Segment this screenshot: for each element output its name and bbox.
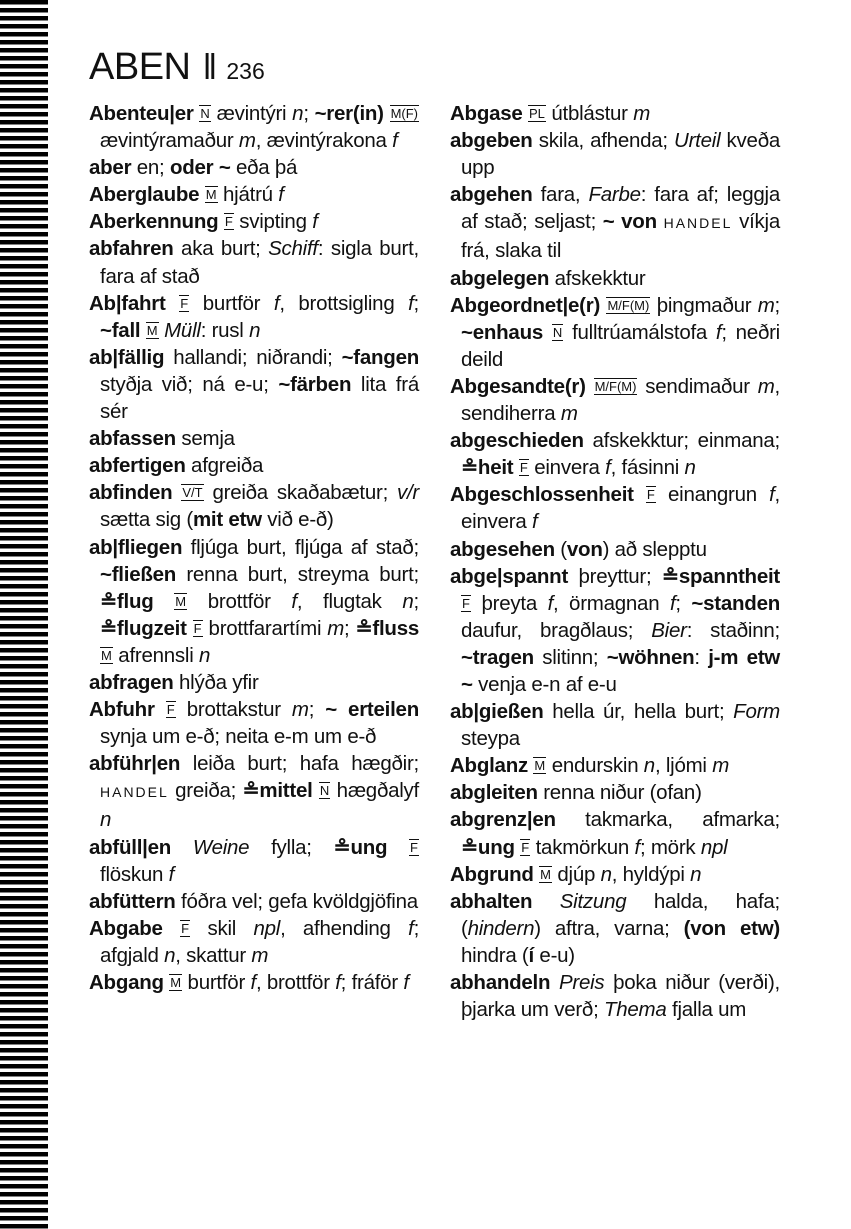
entry-text: hella úr, hella burt; [543, 700, 734, 724]
headword: ab|gießen [450, 700, 544, 724]
headword: ≗spanntheit [661, 564, 780, 588]
headword: ≗ung [461, 835, 515, 859]
entry-text: synja um e-ð; neita e-m um e-ð [100, 725, 377, 749]
dictionary-entry [89, 969, 419, 996]
grammar-label: m [560, 402, 578, 426]
headword: (r) [579, 293, 601, 317]
entry-text: venja e-n af e-u [472, 672, 617, 696]
entry-text: ; [413, 291, 419, 315]
headword: abhalten [450, 889, 533, 913]
gender-tag: M/F(M) [607, 297, 650, 313]
grammar-label: Urteil [674, 129, 721, 153]
entry-text: ; [344, 616, 356, 640]
gender-tag: F [180, 295, 189, 311]
entry-text: sendimaður [637, 374, 758, 398]
grammar-label: npl [253, 916, 281, 940]
entry-text: , ljómi [654, 754, 713, 778]
headword: oder ~ [169, 156, 231, 180]
grammar-label: n [600, 862, 612, 886]
header-separator: ‖ [202, 46, 215, 87]
headword: abgeben [450, 129, 533, 153]
headword: abgeschieden [450, 429, 584, 453]
grammar-label: f [408, 916, 414, 940]
entry-text: þreyta [470, 591, 548, 615]
gender-tag: M [170, 975, 182, 990]
entry-text: svipting [233, 210, 313, 234]
headword: abhandeln [450, 971, 551, 994]
gender-tag: M [540, 866, 551, 882]
entry-text: útblástur [545, 102, 634, 125]
entry-text: daufur, bragðlaus; [461, 618, 652, 642]
entry-text: , sendiherra [461, 374, 780, 426]
dictionary-entry [89, 696, 419, 750]
headword: abfragen [89, 670, 174, 694]
entry-text [543, 321, 552, 344]
left-column [89, 100, 419, 996]
grammar-label: f [634, 835, 640, 859]
entry-text: burtför [182, 971, 251, 994]
grammar-label: f [291, 589, 297, 613]
page-header [89, 46, 265, 89]
entry-text: ; afgjald [100, 916, 420, 967]
headword: ~wöhnen [606, 645, 695, 669]
dictionary-entry [89, 154, 419, 181]
entry-text: greiða; [168, 779, 243, 803]
headword: ~ von [602, 210, 657, 234]
headword: Aberglaube [89, 183, 200, 207]
entry-text: , einvera [461, 483, 780, 534]
headword: Abgeordnet|e [450, 293, 580, 317]
entry-text [154, 590, 175, 613]
entry-text: brottför [187, 589, 292, 613]
gender-tag: F [193, 620, 202, 636]
grammar-label: m [757, 293, 775, 317]
gender-tag: N [319, 783, 330, 799]
headword: Abgabe [89, 916, 163, 940]
entry-text: afrennsli [112, 643, 199, 667]
entry-text: djúp [551, 862, 601, 886]
gender-tag: M(F) [390, 106, 418, 121]
dictionary-entry [450, 127, 780, 181]
headword: abge|spannt [450, 564, 569, 588]
headword: abfinden [89, 481, 173, 505]
grammar-label: n [100, 808, 112, 832]
headword: ≗fluss [355, 616, 419, 640]
grammar-label: n [690, 862, 702, 886]
dictionary-entry [450, 888, 780, 969]
dictionary-entry [89, 915, 419, 969]
entry-text: brottfarartími [202, 616, 328, 640]
entry-text: ævintýri [210, 102, 293, 125]
headword: ~fangen [341, 345, 419, 369]
entry-text: brottakstur [175, 698, 292, 722]
entry-text: , fásinni [610, 456, 685, 480]
grammar-label: f [605, 456, 611, 480]
entry-text: kveða upp [461, 129, 781, 180]
entry-text: , ævintýrakona [255, 129, 393, 153]
entry-text: afskekktur [549, 266, 646, 290]
grammar-label: f [250, 971, 256, 994]
dictionary-entry [89, 888, 419, 915]
grammar-label: n [643, 754, 655, 778]
dictionary-entry [89, 235, 419, 289]
entry-text: : rusl [200, 318, 250, 342]
entry-text [387, 836, 409, 859]
grammar-label: m [291, 698, 309, 722]
entry-text: hjátrú [217, 183, 279, 207]
entry-text: leiða burt; hafa hægðir; [180, 752, 419, 776]
headword: abführ|en [89, 752, 181, 776]
headword: ~tragen [461, 645, 534, 669]
dictionary-entry [450, 536, 780, 563]
headword: Abgesandte [450, 374, 565, 398]
headword: abfüll|en [89, 835, 172, 859]
dictionary-entry [89, 100, 419, 154]
entry-text: , brottför [255, 971, 336, 994]
entry-text: endurskin [546, 754, 644, 778]
grammar-label: f [278, 183, 284, 207]
headword: ≗mittel [242, 779, 313, 803]
entry-text [155, 698, 166, 721]
entry-text: þingmaður [650, 293, 758, 317]
dictionary-entry [450, 292, 780, 373]
thumb-index-stripe [0, 0, 48, 1229]
grammar-label: m [251, 943, 269, 967]
gender-tag: F [462, 595, 470, 611]
headword: ≗flugzeit [100, 616, 187, 640]
entry-text [532, 890, 559, 913]
grammar-label: Preis [558, 971, 605, 994]
headword: ~fließen [100, 562, 177, 586]
gender-tag: V/T [182, 485, 203, 501]
entry-text [166, 292, 180, 315]
grammar-label: Form [733, 700, 780, 724]
grammar-label: hindern [467, 916, 535, 940]
entry-text: við e-ð) [261, 508, 334, 532]
grammar-label: Müll [164, 318, 201, 342]
entry-text: afskekktur; einmana; [583, 429, 780, 453]
grammar-label: f [769, 483, 775, 507]
entry-text: flöskun [100, 862, 169, 886]
headword: abgehen [450, 183, 533, 207]
dictionary-entry [450, 752, 780, 779]
dictionary-entry [450, 698, 780, 752]
entry-text [657, 210, 664, 233]
headword: Abgase [450, 102, 523, 125]
grammar-label: f [408, 291, 414, 315]
dictionary-entry [450, 806, 780, 860]
grammar-label: m [327, 616, 345, 640]
entry-text: takmarka, afmarka; [555, 808, 780, 832]
headword: abgelegen [450, 266, 550, 290]
grammar-label: f [312, 210, 318, 234]
grammar-label: f [392, 129, 398, 153]
entry-text: ( [554, 537, 567, 561]
gender-tag: M/F(M) [594, 378, 637, 394]
gender-tag: N [200, 106, 210, 121]
grammar-label: f [547, 591, 554, 615]
gender-tag: F [519, 460, 528, 476]
entry-text: sætta sig ( [100, 508, 193, 532]
dictionary-entry [89, 669, 419, 696]
entry-text: , flugtak [296, 589, 403, 613]
entry-text: , skattur [175, 943, 252, 967]
entry-text: ; neðri deild [461, 320, 780, 371]
entry-text: fara, [532, 183, 589, 207]
entry-text: ; [303, 102, 315, 125]
entry-text: ) aftra, varna; [534, 916, 684, 940]
grammar-label: Weine [192, 835, 250, 859]
grammar-label: n [292, 102, 304, 125]
grammar-label: f [669, 591, 676, 615]
grammar-label: f [273, 291, 280, 315]
gender-tag: M [205, 187, 217, 203]
entry-text: ; [308, 698, 326, 722]
entry-text: renna niður (ofan) [537, 781, 702, 805]
entry-text: hindra ( [461, 943, 529, 967]
grammar-label: npl [700, 835, 728, 859]
grammar-label: n [164, 943, 176, 967]
dictionary-entry [89, 290, 419, 344]
dictionary-entry [450, 427, 780, 481]
entry-text: ; [675, 591, 692, 615]
entry-text: víkja frá, slaka til [461, 210, 780, 263]
entry-text [171, 836, 193, 859]
gender-tag: F [521, 839, 530, 855]
domain-label: HANDEL [100, 784, 169, 801]
entry-text: fjalla um [666, 998, 747, 1022]
entry-text: hallandi; niðrandi; [164, 345, 342, 369]
entry-text: skila, afhenda; [532, 129, 675, 153]
headword: (von etw) [683, 916, 781, 940]
grammar-label: f [403, 971, 409, 994]
entry-text: burtför [189, 291, 274, 315]
entry-text: steypa [461, 727, 520, 751]
headword: abgesehen [450, 537, 555, 561]
headword: j-m etw ~ [461, 645, 780, 696]
entry-text: ; [413, 589, 419, 613]
running-headword: ABEN [89, 46, 191, 88]
grammar-label: f [715, 320, 722, 344]
dictionary-entry [89, 344, 419, 425]
dictionary-entry [450, 373, 780, 427]
headword: ~fall [100, 318, 141, 342]
entry-text: , hyldýpi [611, 862, 691, 886]
headword: ≗heit [461, 456, 514, 480]
headword: abfüttern [89, 889, 176, 913]
dictionary-entry [89, 479, 419, 533]
grammar-label: n [249, 318, 261, 342]
dictionary-entry [450, 181, 780, 264]
dictionary-entry [89, 750, 419, 833]
gender-tag: F [166, 702, 175, 718]
headword: ~rer(in) [314, 102, 384, 125]
grammar-label: f [335, 971, 341, 994]
dictionary-entry [89, 425, 419, 452]
dictionary-entry [450, 969, 780, 1023]
grammar-label: n [198, 643, 211, 667]
dictionary-entry [450, 481, 780, 535]
grammar-label: m [712, 754, 730, 778]
entry-text: : [694, 645, 709, 669]
gender-tag: M [175, 593, 187, 609]
entry-text [634, 483, 646, 506]
dictionary-entry [89, 452, 419, 479]
grammar-label: Bier [651, 618, 687, 642]
dictionary-entry [450, 100, 780, 127]
entry-text: hægðalyf [330, 779, 420, 803]
headword: abfassen [89, 427, 176, 451]
entry-text: , afhending [280, 916, 409, 940]
entry-text: skil [190, 916, 254, 940]
entry-text: lita frá sér [100, 372, 419, 424]
headword: ~ erteilen [325, 698, 419, 722]
domain-label: HANDEL [663, 215, 733, 232]
dictionary-entry [89, 834, 419, 888]
grammar-label: n [402, 589, 414, 613]
headword: von [566, 537, 603, 561]
grammar-label: n [684, 456, 696, 480]
entry-text: einangrun [655, 483, 770, 507]
dictionary-entry [89, 208, 419, 235]
grammar-label: m [633, 102, 651, 125]
headword: abgleiten [450, 781, 538, 805]
entry-text: þreyttur; [568, 564, 662, 588]
entry-text: takmörkun [530, 835, 635, 859]
entry-text: ; [774, 293, 780, 317]
grammar-label: v/r [396, 481, 419, 505]
headword: aber [89, 156, 132, 180]
entry-text: fljúga burt, fljúga af stað; [182, 535, 419, 559]
gender-tag: N [552, 324, 563, 340]
headword: mit etw [192, 508, 262, 532]
entry-text: : sigla burt, fara af stað [100, 237, 419, 288]
entry-text [550, 971, 559, 994]
headword: ≗flug [100, 589, 154, 613]
entry-text: : staðinn; [686, 618, 780, 642]
headword: ab|fliegen [89, 535, 183, 559]
entry-text: , brottsigling [279, 291, 409, 315]
entry-text: eða þá [230, 156, 298, 180]
entry-text: , örmagnan [553, 591, 670, 615]
grammar-label: m [757, 374, 775, 398]
headword: ≗ung [333, 835, 388, 859]
grammar-label: Schiff [268, 237, 318, 261]
gender-tag: M [101, 647, 112, 663]
entry-text: fylla; [249, 835, 334, 859]
grammar-label: f [168, 862, 175, 886]
gender-tag: F [181, 920, 190, 936]
entry-text: ; mörk [639, 835, 701, 859]
dictionary-entry [89, 534, 419, 669]
headword: ~standen [691, 591, 780, 615]
grammar-label: Farbe [588, 183, 641, 207]
right-column [450, 100, 780, 1023]
entry-text: styðja við; ná e-u; [100, 372, 279, 396]
headword: Abgang [89, 971, 164, 994]
headword: ~färben [278, 372, 352, 396]
entry-text: renna burt, streyma burt; [176, 562, 419, 586]
headword: ~enhaus [461, 320, 543, 344]
entry-text: slitinn; [533, 645, 607, 669]
entry-text [586, 375, 594, 398]
entry-text: ; fráför [340, 971, 404, 994]
entry-text [172, 481, 181, 504]
headword: abfertigen [89, 454, 186, 478]
dictionary-entry [450, 779, 780, 806]
entry-text [163, 917, 180, 940]
dictionary-entry [450, 265, 780, 292]
grammar-label: m [238, 129, 256, 153]
gender-tag: M [146, 322, 158, 338]
grammar-label: Thema [603, 998, 667, 1022]
entry-text: fulltrúamálstofa [563, 320, 716, 344]
grammar-label: f [531, 510, 538, 534]
headword: abfahren [89, 237, 174, 261]
entry-text: einvera [528, 456, 606, 480]
gender-tag: PL [529, 106, 545, 121]
dictionary-entry [450, 861, 780, 888]
headword: Abfuhr [89, 698, 155, 722]
headword: Aberkennung [89, 210, 219, 234]
entry-text: ) að slepptu [602, 537, 707, 561]
headword: (r) [564, 374, 586, 398]
headword: í [528, 943, 534, 967]
entry-text: : fara af; leggja af stað; seljast; [461, 183, 780, 234]
entry-text: e-u) [533, 943, 575, 967]
gender-tag: F [410, 839, 418, 855]
grammar-label: Sitzung [559, 889, 627, 913]
gender-tag: F [646, 487, 655, 503]
entry-text: fóðra vel; gefa kvöldgjöfina [175, 889, 418, 913]
headword: abgrenz|en [450, 808, 556, 832]
headword: Abenteu|er [89, 102, 194, 125]
dictionary-entry [89, 181, 419, 208]
entry-text: aka burt; [173, 237, 269, 261]
entry-text: halda, hafa; ( [461, 889, 780, 940]
headword: ab|fällig [89, 345, 165, 369]
headword: Abgrund [450, 862, 534, 886]
entry-text: afgreiða [185, 454, 264, 478]
page-number: 236 [226, 58, 265, 84]
entry-text: semja [175, 427, 235, 451]
entry-text: greiða skaðabætur; [203, 481, 397, 505]
headword: Abgeschlossenheit [450, 483, 634, 507]
headword: Ab|fahrt [89, 291, 166, 315]
gender-tag: F [224, 214, 233, 230]
entry-text: ævintýramaður [100, 129, 239, 153]
entry-text: hlýða yfir [173, 670, 259, 694]
dictionary-entry [450, 563, 780, 698]
entry-text: en; [131, 156, 170, 180]
entry-text: þoka niður (verði), þjarka um verð; [461, 971, 780, 1022]
headword: Abglanz [450, 754, 528, 778]
gender-tag: M [534, 758, 546, 774]
